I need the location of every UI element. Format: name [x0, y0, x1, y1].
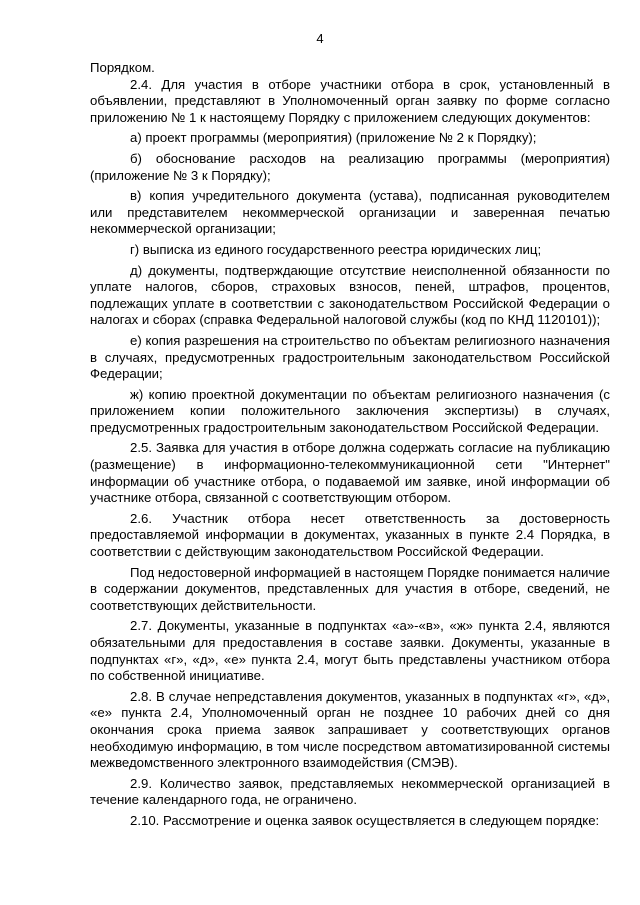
- paragraph: 2.9. Количество заявок, представляемых некоммерческой организацией в течение календарного года, не ограничено.: [90, 775, 610, 808]
- paragraph: в) копия учредительного документа (устава), подписанная руководителем или представителем некоммерческой организации и заверенная печатью некоммерческой организации;: [90, 188, 610, 237]
- paragraph: д) документы, подтверждающие отсутствие неисполненной обязанности по уплате налогов, сборов, страховых взносов, пеней, штрафов, процентов, подлежащих уплате в соответствии с законодательством Российской Федерации о налогах и сборах (справка Федеральной налоговой службы (код по КНД 1120101));: [90, 262, 610, 328]
- page-number: 4: [316, 31, 324, 46]
- paragraph: ж) копию проектной документации по объектам религиозного назначения (с приложением копии положительного заключения экспертизы) в случаях, предусмотренных градостроительным законодательством Российской Федерации.: [90, 386, 610, 435]
- paragraph: 2.8. В случае непредставления документов, указанных в подпунктах «г», «д», «е» пункта 2.4, Уполномоченный орган не позднее 10 рабочих дней со дня окончания срока приема заявок запрашивает у соответствующих органов необходимую информацию, в том числе посредством автоматизированной системы межведомственного электронного взаимодействия (СМЭВ).: [90, 688, 610, 771]
- paragraph: 2.10. Рассмотрение и оценка заявок осуществляется в следующем порядке:: [130, 812, 600, 828]
- paragraph: 2.5. Заявка для участия в отборе должна содержать согласие на публикацию (размещение) в информационно-телекоммуникационной сети "Интернет" информации об участнике отбора, о подаваемой им заявке, иной информации об участнике отбора, связанной с соответствующим отбором.: [90, 440, 610, 506]
- document-body: [90, 60, 610, 830]
- paragraph: 2.7. Документы, указанные в подпунктах «а»-«в», «ж» пункта 2.4, являются обязательными для предоставления в составе заявки. Документы, указанные в подпунктах «г», «д», «е» пункта 2.4, могут быть представлены участником отбора по собственной инициативе.: [90, 618, 610, 684]
- paragraph: а) проект программы (мероприятия) (приложение № 2 к Порядку);: [130, 130, 537, 146]
- paragraph: б) обоснование расходов на реализацию программы (мероприятия) (приложение № 3 к Порядку);: [90, 150, 610, 183]
- paragraph: 2.4. Для участия в отборе участники отбора в срок, установленный в объявлении, представляют в Уполномоченный орган заявку по форме согласно приложению № 1 к настоящему Порядку с приложением следующих документов:: [90, 76, 610, 125]
- paragraph: е) копия разрешения на строительство по объектам религиозного назначения в случаях, предусмотренных градостроительным законодательством Российской Федерации;: [90, 332, 610, 382]
- paragraph: Под недостоверной информацией в настоящем Порядке понимается наличие в содержании документов, представленных для участия в отборе, сведений, не соответствующих действительности.: [90, 564, 610, 613]
- paragraph: г) выписка из единого государственного реестра юридических лиц;: [130, 241, 542, 257]
- paragraph: 2.6. Участник отбора несет ответственность за достоверность предоставляемой информации в документах, указанных в пункте 2.4 Порядка, в соответствии с действующим законодательством Российской Федерации.: [90, 510, 610, 560]
- paragraph: Порядком.: [90, 60, 155, 75]
